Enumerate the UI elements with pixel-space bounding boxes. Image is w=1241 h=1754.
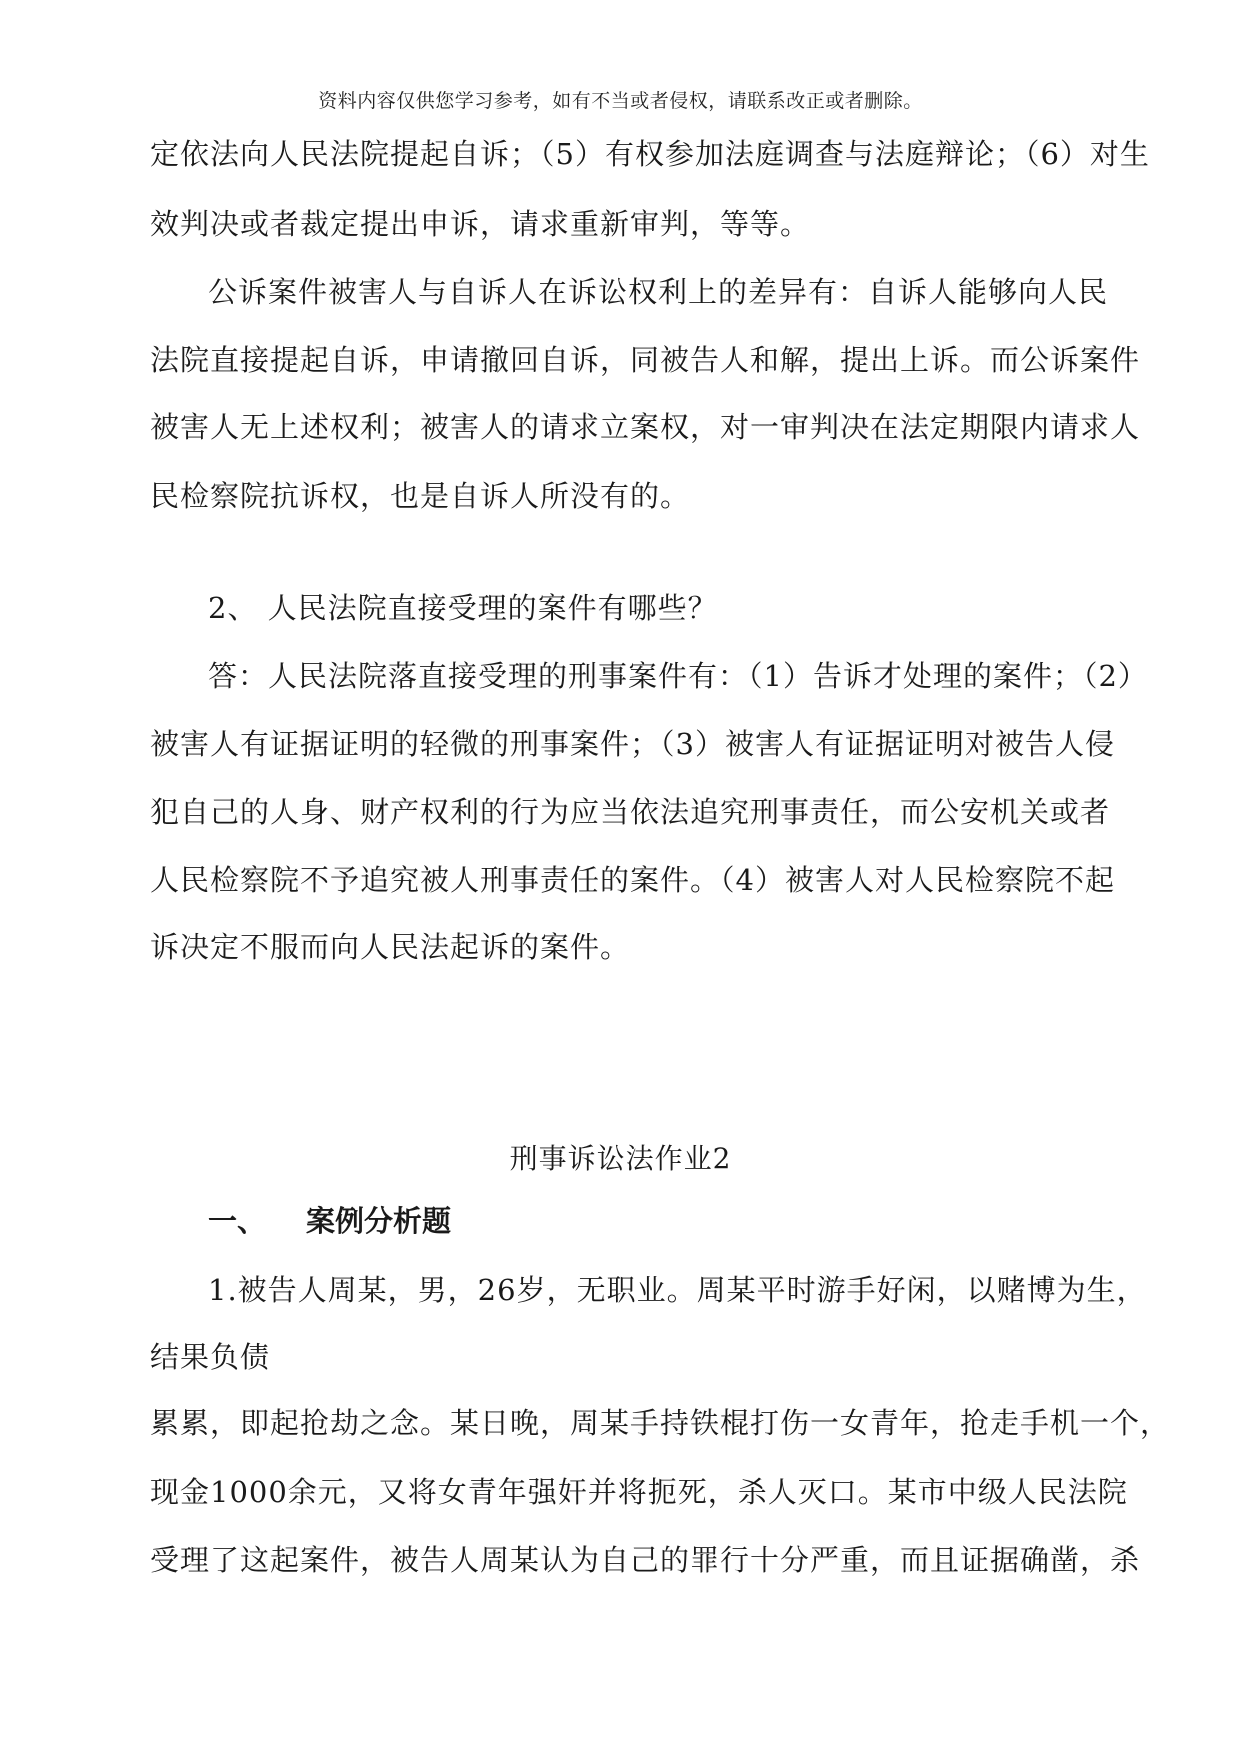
text-line: 受理了这起案件，被告人周某认为自己的罪行十分严重，而且证据确凿，杀 bbox=[150, 1543, 1141, 1577]
question-heading: 2、 人民法院直接受理的案件有哪些？ bbox=[208, 591, 718, 625]
text-line: 结果负债 bbox=[150, 1340, 271, 1374]
text-line: 累累，即起抢劫之念。某日晚，周某手持铁棍打伤一女青年，抢走手机一个， bbox=[150, 1406, 1171, 1440]
text-line: 公诉案件被害人与自诉人在诉讼权利上的差异有：自诉人能够向人民 bbox=[208, 275, 1109, 309]
text-line: 1.被告人周某，男，26岁，无职业。周某平时游手好闲，以赌博为生， bbox=[208, 1273, 1147, 1307]
text-line: 被害人无上述权利；被害人的请求立案权，对一审判决在法定期限内请求人 bbox=[150, 410, 1141, 444]
section-heading bbox=[208, 1199, 451, 1240]
section-label: 案例分析题 bbox=[306, 1204, 452, 1238]
text-line: 法院直接提起自诉，申请撤回自诉，同被告人和解，提出上诉。而公诉案件 bbox=[150, 343, 1141, 377]
text-line: 定依法向人民法院提起自诉；（5）有权参加法庭调查与法庭辩论；（6）对生 bbox=[150, 137, 1150, 171]
text-line: 现金1000余元，又将女青年强奸并将扼死，杀人灭口。某市中级人民法院 bbox=[150, 1475, 1128, 1509]
assignment-title: 刑事诉讼法作业2 bbox=[509, 1142, 732, 1175]
text-line: 答：人民法院落直接受理的刑事案件有：（1）告诉才处理的案件；（2） bbox=[208, 659, 1148, 693]
header-note: 资料内容仅供您学习参考，如有不当或者侵权，请联系改正或者删除。 bbox=[318, 90, 923, 112]
text-line: 被害人有证据证明的轻微的刑事案件；（3）被害人有证据证明对被告人侵 bbox=[150, 727, 1115, 761]
section-number: 一、 bbox=[208, 1204, 267, 1238]
text-line: 诉决定不服而向人民法起诉的案件。 bbox=[150, 930, 631, 964]
text-line: 效判决或者裁定提出申诉，请求重新审判，等等。 bbox=[150, 207, 811, 241]
text-line: 人民检察院不予追究被人刑事责任的案件。（4）被害人对人民检察院不起 bbox=[150, 863, 1115, 897]
text-line: 犯自己的人身、财产权利的行为应当依法追究刑事责任，而公安机关或者 bbox=[150, 795, 1111, 829]
text-line: 民检察院抗诉权，也是自诉人所没有的。 bbox=[150, 479, 691, 513]
